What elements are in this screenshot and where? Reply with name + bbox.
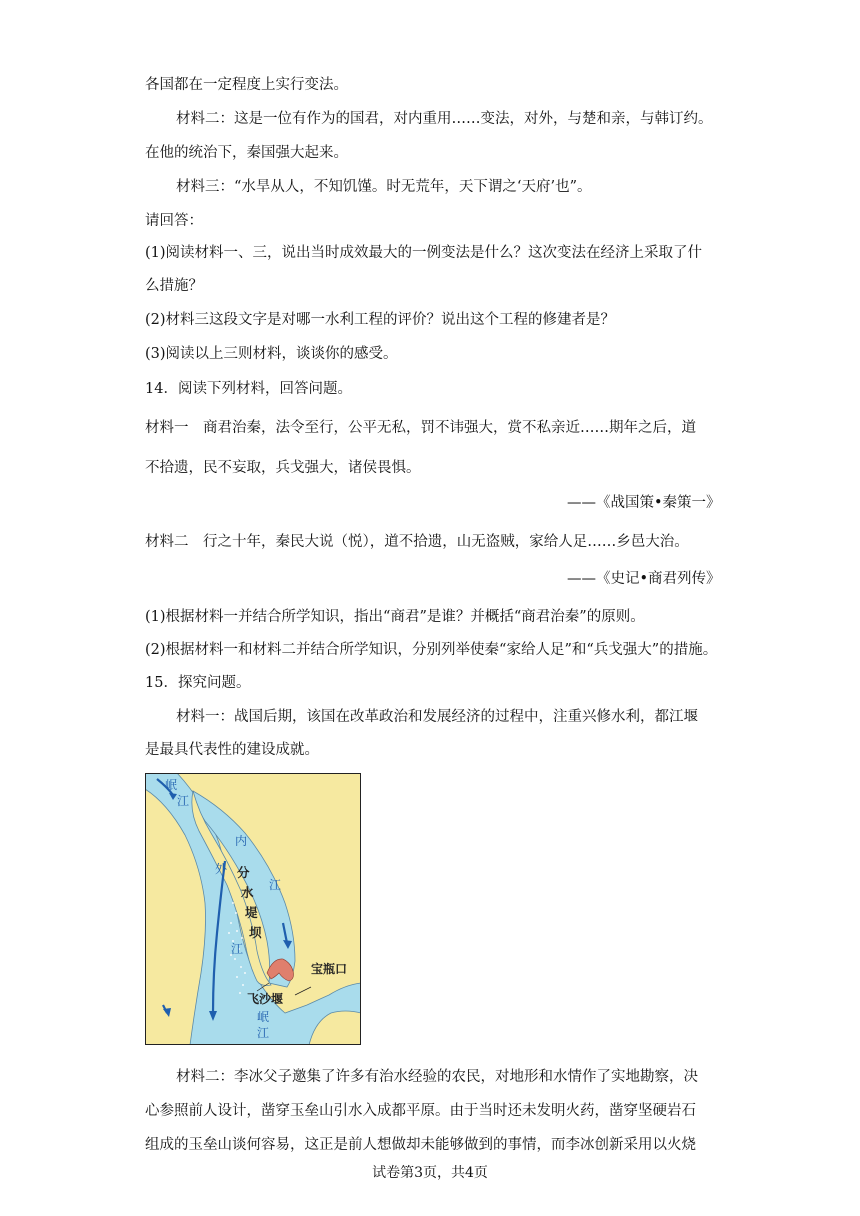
question-line: (2)材料三这段文字是对哪一水利工程的评价？说出这个工程的修建者是？	[145, 312, 616, 328]
text-line: 心参照前人设计，凿穿玉垒山引水入成都平原。由于当时还未发明火药，凿穿坚硬岩石	[145, 1103, 696, 1119]
label-nei: 内	[235, 834, 248, 848]
label-baopingkou: 宝瓶口	[311, 962, 348, 976]
text-line: 是最具代表性的建设成就。	[145, 742, 319, 758]
question-line: (3)阅读以上三则材料，谈谈你的感受。	[145, 346, 398, 362]
question-heading: 14．阅读下列材料，回答问题。	[145, 381, 352, 397]
label-wai-jiang: 江	[231, 942, 244, 956]
text-line: 组成的玉垒山谈何容易，这正是前人想做却未能够做到的事情，而李冰创新采用以火烧	[145, 1137, 696, 1153]
text-line: 材料二：李冰父子邀集了许多有治水经验的农民，对地形和水情作了实地勘察，决	[176, 1069, 698, 1085]
label-dike-4: 坝	[249, 925, 262, 940]
text-line: 在他的统治下，秦国强大起来。	[145, 145, 348, 161]
label-feishayan: 飞沙堰	[247, 992, 284, 1006]
label-min-top: 岷	[165, 778, 178, 792]
text-line: 请回答：	[145, 213, 203, 229]
text-line: 材料三：“水旱从人，不知饥馑。时无荒年，天下谓之‘天府’也”。	[176, 179, 592, 195]
question-line: 么措施？	[145, 278, 203, 294]
citation: ——《史记•商君列传》	[567, 571, 721, 587]
text-line: 材料二 行之十年，秦民大说（悦），道不拾遗，山无盗贼，家给人足……乡邑大治。	[145, 534, 689, 550]
label-wai: 外	[215, 862, 228, 876]
text-line: 各国都在一定程度上实行变法。	[145, 77, 348, 93]
label-dike-3: 堤	[245, 905, 258, 920]
page-footer: 试卷第3页，共4页	[372, 1165, 488, 1181]
label-jiang-top: 江	[177, 794, 190, 808]
text-line: 不拾遗，民不妄取，兵戈强大，诸侯畏惧。	[145, 460, 421, 476]
dujiangyan-map	[145, 773, 361, 1045]
question-line: (1)阅读材料一、三，说出当时成效最大的一例变法是什么？这次变法在经济上采取了什	[145, 245, 703, 261]
label-dike-1: 分	[237, 865, 250, 880]
question-heading: 15．探究问题。	[145, 675, 251, 691]
label-dike-2: 水	[241, 885, 254, 900]
text-line: 材料二：这是一位有作为的国君，对内重用……变法，对外，与楚和亲，与韩订约。	[176, 111, 713, 127]
citation: ——《战国策•秦策一》	[567, 495, 721, 511]
text-line: 材料一 商君治秦，法令至行，公平无私，罚不讳强大，赏不私亲近……期年之后，道	[145, 420, 696, 436]
label-jiang-bottom: 江	[257, 1026, 270, 1040]
label-min-bottom: 岷	[257, 1010, 270, 1024]
text-line: 材料一：战国后期，该国在改革政治和发展经济的过程中，注重兴修水利，都江堰	[176, 709, 698, 725]
label-nei-jiang: 江	[269, 878, 282, 892]
question-line: (2)根据材料一和材料二并结合所学知识，分别列举使秦“家给人足”和“兵戈强大”的措施。	[145, 642, 718, 658]
question-line: (1)根据材料一并结合所学知识，指出“商君”是谁？并概括“商君治秦”的原则。	[145, 609, 645, 625]
